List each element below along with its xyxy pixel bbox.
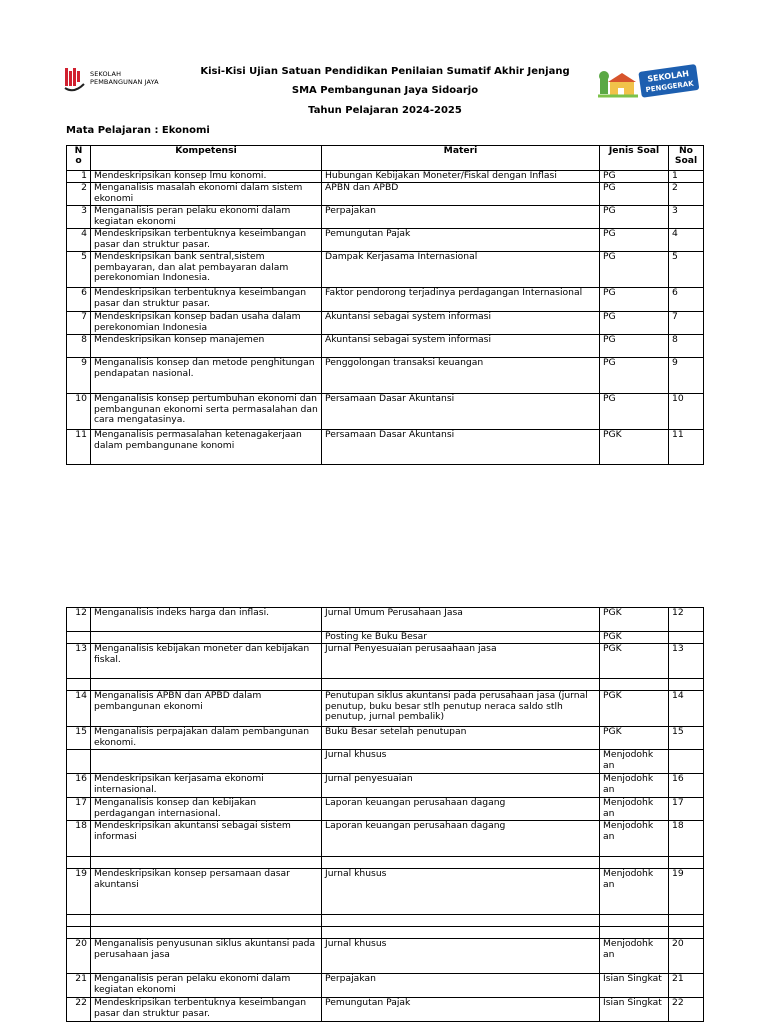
academic-year: Tahun Pelajaran 2024-2025: [308, 105, 462, 116]
cell-kompetensi: Menganalisis indeks harga dan inflasi.: [91, 608, 322, 632]
cell-kompetensi: Mendeskripsikan kerjasama ekonomi internasional.: [91, 774, 322, 798]
cell-kompetensi: Menganalisis kebijakan moneter dan kebijakan fiskal.: [91, 644, 322, 679]
cell-jenis: [600, 679, 669, 691]
table-row: [67, 750, 704, 774]
cell-jenis: PG: [600, 229, 669, 252]
cell-materi: Faktor pendorong terjadinya perdagangan Internasional: [322, 288, 600, 312]
cell-kompetensi: Mendeskripsikan terbentuknya keseimbangan pasar dan struktur pasar.: [91, 998, 322, 1022]
cell-soal: 1: [669, 171, 704, 183]
cell-jenis: PG: [600, 335, 669, 358]
table-row: [67, 679, 704, 691]
cell-no: 8: [67, 335, 91, 358]
cell-jenis: [600, 857, 669, 869]
cell-soal: [669, 632, 704, 644]
cell-materi: Penutupan siklus akuntansi pada perusahaan jasa (jurnal penutup, buku besar stlh penutup neraca saldo stlh penutup, jurnal pembalik): [322, 691, 600, 727]
cell-jenis: Isian Singkat: [600, 974, 669, 998]
cell-no: 15: [67, 727, 91, 750]
table-row: [67, 394, 704, 430]
table-row: [67, 171, 704, 183]
cell-no: [67, 750, 91, 774]
cell-no: 4: [67, 229, 91, 252]
cell-kompetensi: [91, 750, 322, 774]
cell-soal: 17: [669, 798, 704, 821]
grid-table-page1: [66, 145, 704, 465]
cell-no: 5: [67, 252, 91, 288]
cell-soal: [669, 915, 704, 927]
cell-kompetensi: Menganalisis peran pelaku ekonomi dalam kegiatan ekonomi: [91, 206, 322, 229]
cell-soal: 15: [669, 727, 704, 750]
logo-text-line1: SEKOLAH: [90, 70, 122, 78]
cell-jenis: PGK: [600, 632, 669, 644]
cell-kompetensi: [91, 857, 322, 869]
cell-soal: 14: [669, 691, 704, 727]
cell-materi: Hubungan Kebijakan Moneter/Fiskal dengan Inflasi: [322, 171, 600, 183]
cell-soal: [669, 750, 704, 774]
cell-soal: 12: [669, 608, 704, 632]
subject-label: Mata Pelajaran : Ekonomi: [66, 125, 210, 136]
cell-kompetensi: Mendeskripsikan akuntansi sebagai sistem informasi: [91, 821, 322, 857]
cell-no: 3: [67, 206, 91, 229]
logo-text-line2: PEMBANGUNAN JAYA: [90, 78, 159, 86]
school-logo: [64, 66, 174, 94]
cell-no: 11: [67, 430, 91, 465]
cell-jenis: Menjodohk an: [600, 821, 669, 857]
header-kompetensi: Kompetensi: [91, 146, 322, 171]
cell-no: 2: [67, 183, 91, 206]
cell-soal: 8: [669, 335, 704, 358]
cell-kompetensi: Menganalisis masalah ekonomi dalam sistem ekonomi: [91, 183, 322, 206]
cell-kompetensi: Menganalisis APBN dan APBD dalam pembangunan ekonomi: [91, 691, 322, 727]
cell-materi: Jurnal khusus: [322, 750, 600, 774]
cell-materi: Persamaan Dasar Akuntansi: [322, 430, 600, 465]
cell-soal: 22: [669, 998, 704, 1022]
cell-no: 10: [67, 394, 91, 430]
cell-materi: Perpajakan: [322, 974, 600, 998]
badge-line2: PENGGERAK: [645, 79, 695, 95]
table-row: [67, 998, 704, 1022]
cell-soal: [669, 679, 704, 691]
cell-kompetensi: [91, 915, 322, 927]
cell-materi: Jurnal khusus: [322, 939, 600, 974]
school-name: SMA Pembangunan Jaya Sidoarjo: [291, 85, 479, 96]
cell-soal: 5: [669, 252, 704, 288]
cell-no: 17: [67, 798, 91, 821]
table-row: [67, 915, 704, 927]
cell-no: 12: [67, 608, 91, 632]
cell-no: [67, 679, 91, 691]
cell-soal: 19: [669, 869, 704, 915]
table-row: [67, 288, 704, 312]
table-row: [67, 939, 704, 974]
cell-materi: Jurnal Penyesuaian perusaahaan jasa: [322, 644, 600, 679]
header-jenis-soal: Jenis Soal: [600, 146, 669, 171]
cell-materi: [322, 679, 600, 691]
cell-materi: Persamaan Dasar Akuntansi: [322, 394, 600, 430]
cell-jenis: Menjodohk an: [600, 750, 669, 774]
grid-table-page2: [66, 607, 704, 1022]
cell-soal: 20: [669, 939, 704, 974]
cell-materi: Jurnal Umum Perusahaan Jasa: [322, 608, 600, 632]
cell-soal: 21: [669, 974, 704, 998]
cell-kompetensi: Mendeskripsikan terbentuknya keseimbangan pasar dan struktur pasar.: [91, 288, 322, 312]
cell-jenis: PG: [600, 394, 669, 430]
cell-soal: 2: [669, 183, 704, 206]
cell-soal: 4: [669, 229, 704, 252]
cell-kompetensi: Mendeskripsikan konsep badan usaha dalam perekonomian Indonesia: [91, 312, 322, 335]
cell-materi: Posting ke Buku Besar: [322, 632, 600, 644]
cell-no: 16: [67, 774, 91, 798]
cell-no: [67, 915, 91, 927]
cell-materi: [322, 857, 600, 869]
cell-jenis: Menjodohk an: [600, 869, 669, 915]
table-row: [67, 727, 704, 750]
cell-soal: 6: [669, 288, 704, 312]
table-row: [67, 632, 704, 644]
cell-kompetensi: Mendeskripsikan konsep persamaan dasar akuntansi: [91, 869, 322, 915]
header-materi: Materi: [322, 146, 600, 171]
table-row: [67, 206, 704, 229]
table-row: [67, 312, 704, 335]
cell-jenis: Menjodohk an: [600, 939, 669, 974]
cell-materi: Jurnal khusus: [322, 869, 600, 915]
badge-line1: SEKOLAH: [646, 69, 690, 84]
cell-kompetensi: Menganalisis permasalahan ketenagakerjaan dalam pembangunane konomi: [91, 430, 322, 465]
cell-soal: 10: [669, 394, 704, 430]
cell-no: 19: [67, 869, 91, 915]
cell-no: 20: [67, 939, 91, 974]
cell-no: 7: [67, 312, 91, 335]
cell-materi: Laporan keuangan perusahaan dagang: [322, 798, 600, 821]
cell-jenis: PGK: [600, 430, 669, 465]
cell-no: 14: [67, 691, 91, 727]
cell-materi: Penggolongan transaksi keuangan: [322, 358, 600, 394]
cell-materi: Laporan keuangan perusahaan dagang: [322, 821, 600, 857]
cell-jenis: [600, 927, 669, 939]
cell-materi: APBN dan APBD: [322, 183, 600, 206]
cell-materi: Perpajakan: [322, 206, 600, 229]
table-row: [67, 774, 704, 798]
logo-text: [90, 70, 159, 86]
cell-kompetensi: Mendeskripsikan konsep manajemen: [91, 335, 322, 358]
cell-materi: Buku Besar setelah penutupan: [322, 727, 600, 750]
cell-kompetensi: [91, 679, 322, 691]
header-no: N o: [67, 146, 91, 171]
cell-jenis: Menjodohk an: [600, 774, 669, 798]
cell-materi: Akuntansi sebagai system informasi: [322, 312, 600, 335]
document-title: Kisi-Kisi Ujian Satuan Pendidikan Penilaian Sumatif Akhir Jenjang: [200, 66, 570, 77]
table-row: [67, 821, 704, 857]
cell-jenis: PG: [600, 252, 669, 288]
header-no-soal: No Soal: [669, 146, 704, 171]
cell-kompetensi: Mendeskripsikan bank sentral,sistem pembayaran, dan alat pembayaran dalam perekonomian Indonesia.: [91, 252, 322, 288]
cell-materi: Pemungutan Pajak: [322, 229, 600, 252]
cell-materi: [322, 915, 600, 927]
cell-kompetensi: Menganalisis penyusunan siklus akuntansi pada perusahaan jasa: [91, 939, 322, 974]
table-row: [67, 335, 704, 358]
cell-no: [67, 857, 91, 869]
cell-no: [67, 632, 91, 644]
cell-soal: 7: [669, 312, 704, 335]
school-logo-icon: [64, 66, 86, 94]
cell-materi: Pemungutan Pajak: [322, 998, 600, 1022]
cell-no: 6: [67, 288, 91, 312]
sekolah-penggerak-logo: [598, 62, 700, 102]
table-row: [67, 608, 704, 632]
table-row: [67, 644, 704, 679]
cell-materi: Jurnal penyesuaian: [322, 774, 600, 798]
cell-jenis: PG: [600, 171, 669, 183]
cell-materi: Akuntansi sebagai system informasi: [322, 335, 600, 358]
cell-jenis: PG: [600, 206, 669, 229]
cell-no: 21: [67, 974, 91, 998]
cell-jenis: PGK: [600, 727, 669, 750]
cell-kompetensi: [91, 632, 322, 644]
cell-kompetensi: [91, 927, 322, 939]
cell-kompetensi: Menganalisis perpajakan dalam pembangunan ekonomi.: [91, 727, 322, 750]
cell-soal: 11: [669, 430, 704, 465]
cell-soal: [669, 927, 704, 939]
table-row: [67, 927, 704, 939]
table-row: [67, 183, 704, 206]
cell-jenis: PGK: [600, 691, 669, 727]
cell-kompetensi: Menganalisis konsep dan metode penghitungan pendapatan nasional.: [91, 358, 322, 394]
cell-jenis: Isian Singkat: [600, 998, 669, 1022]
table-row: [67, 857, 704, 869]
cell-jenis: PGK: [600, 608, 669, 632]
cell-jenis: PG: [600, 312, 669, 335]
table-row: [67, 430, 704, 465]
cell-soal: 18: [669, 821, 704, 857]
table-row: [67, 798, 704, 821]
cell-kompetensi: Menganalisis konsep pertumbuhan ekonomi dan pembangunan ekonomi serta permasalahan dan cara mengatasinya.: [91, 394, 322, 430]
cell-jenis: PGK: [600, 644, 669, 679]
cell-no: 9: [67, 358, 91, 394]
table-row: [67, 691, 704, 727]
cell-jenis: PG: [600, 183, 669, 206]
table-header-row: [67, 146, 704, 171]
table-row: [67, 869, 704, 915]
cell-jenis: Menjodohk an: [600, 798, 669, 821]
cell-soal: 16: [669, 774, 704, 798]
cell-kompetensi: Mendeskripsikan terbentuknya keseimbangan pasar dan struktur pasar.: [91, 229, 322, 252]
table-row: [67, 358, 704, 394]
cell-soal: 3: [669, 206, 704, 229]
table-row: [67, 229, 704, 252]
cell-no: 22: [67, 998, 91, 1022]
cell-kompetensi: Menganalisis peran pelaku ekonomi dalam kegiatan ekonomi: [91, 974, 322, 998]
cell-kompetensi: Mendeskripsikan konsep lmu konomi.: [91, 171, 322, 183]
cell-soal: [669, 857, 704, 869]
table-row: [67, 974, 704, 998]
cell-kompetensi: Menganalisis konsep dan kebijakan perdagangan internasional.: [91, 798, 322, 821]
cell-jenis: PG: [600, 358, 669, 394]
cell-materi: Dampak Kerjasama Internasional: [322, 252, 600, 288]
table-row: [67, 252, 704, 288]
cell-materi: [322, 927, 600, 939]
cell-soal: 13: [669, 644, 704, 679]
cell-no: [67, 927, 91, 939]
cell-no: 13: [67, 644, 91, 679]
cell-no: 18: [67, 821, 91, 857]
cell-jenis: PG: [600, 288, 669, 312]
cell-soal: 9: [669, 358, 704, 394]
cell-no: 1: [67, 171, 91, 183]
cell-jenis: [600, 915, 669, 927]
